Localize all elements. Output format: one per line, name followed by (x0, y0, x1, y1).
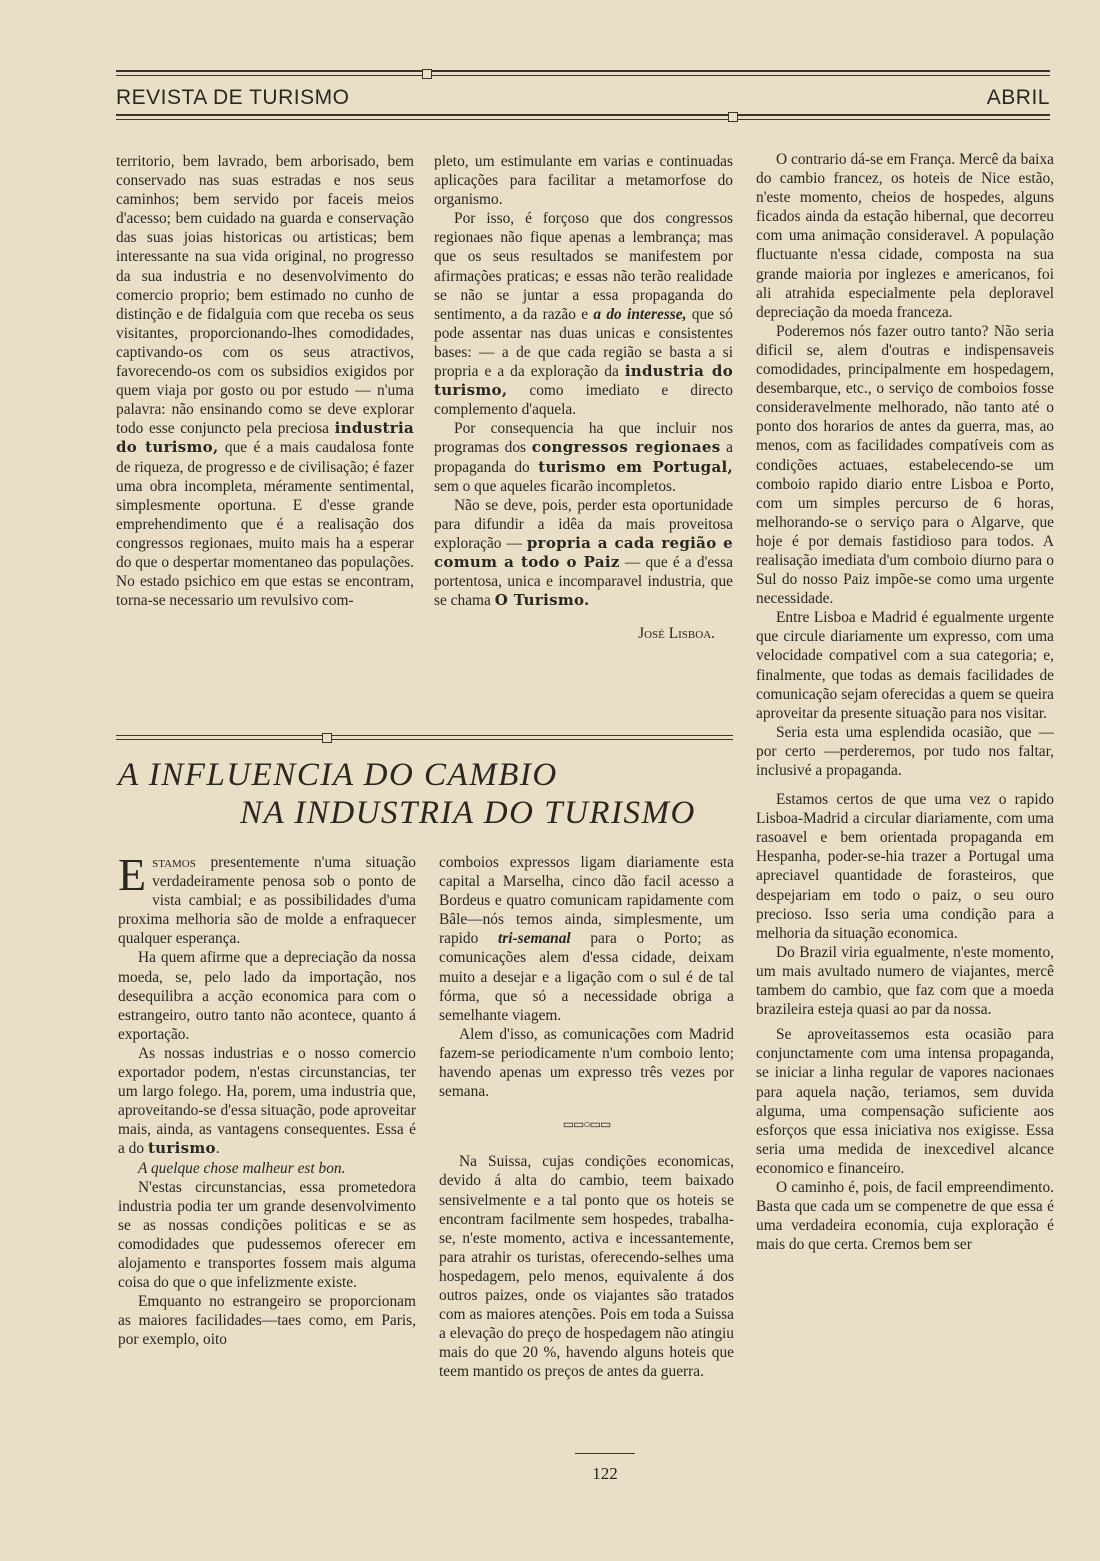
bold-phrase: turismo em Portugal, (538, 457, 733, 476)
article2-column3 (756, 150, 1054, 1254)
bold-phrase: O Turismo. (494, 591, 590, 610)
header-month: ABRIL (986, 86, 1050, 109)
paragraph: O caminho é, pois, de facil empreendimento. Basta que cada um se compenetre de que essa é uma verdadeira economia, cuja exploração é mais do que certa. Cremos bem ser (756, 1178, 1054, 1254)
italic-phrase: a do interesse, (593, 305, 687, 323)
paragraph: comboios expressos ligam diariamente esta capital a Marselha, cinco dão facil acesso a Bordeus e quatro comunicam rapidamente com Bâle—nós temos ainda, simplesmente, um rapido tri-semanal para o Porto; as comunicações alem d'essa cidade, deixam muito a desejar e a ligação com o sul é de tal fórma, que só a necessidade obriga a semelhante viagem. (439, 854, 734, 1024)
rule-ornament (728, 112, 738, 122)
top-double-rule (116, 70, 1050, 80)
running-header (116, 86, 1050, 116)
article1-column1 (116, 152, 414, 610)
paragraph: Poderemos nós fazer outro tanto? Não seria dificil se, alem d'outras e indispensaveis comodidades, principalmente em hospedagem, desembarque, etc., o serviço de comboios fosse consideravelmente melhorado, não tanto até o ponto dos horarios de antes da guerra, mas, ao menos, com as facilidades compatíveis com as condições actuaes, estabelecendo-se um comboio rapido diario entre Lisboa e Porto, com um simples percurso de 6 horas, melhorando-se o serviço para o Algarve, que hoje é por demais fastidioso para todos. A realisação imediata d'um comboio diurno para o Sul do nosso Paiz impõe-se como uma urgente necessidade. (756, 322, 1054, 608)
italic-phrase: tri-semanal (498, 930, 571, 948)
paragraph: Se aproveitassemos esta ocasião para conjunctamente com uma intensa propaganda, se iniciar a linha regular de vapores nacionaes para aquela nação, teriamos, sem duvida alguma, uma compensação suficiente aos esforços que essa iniciativa nos exigisse. Essa seria uma medida de inexcedivel alcance economico e financeiro. (756, 1026, 1054, 1177)
paragraph: As nossas industrias e o nosso comercio exportador podem, n'estas circunstancias, ter um largo folego. Ha, porem, uma industria que, aproveitando-se d'essa situação, pode aproveitar mais, ainda, as vantagens consequentes. Essa é a do turismo. (118, 1044, 416, 1158)
paragraph: Não se deve, pois, perder esta oportunidade para difundir a idêa da mais proveitosa exploração — propria a cada região e comum a todo o Paiz — que é a d'essa portentosa, unica e incomparavel industria, que se chama O Turismo. (434, 496, 733, 610)
page-number-rule (575, 1453, 635, 1454)
bold-phrase: propria a cada região e comum a todo o Paiz (434, 533, 733, 571)
article1-column2 (434, 152, 733, 643)
paragraph: O contrario dá-se em França. Mercê da baixa do cambio francez, os hoteis de Nice estão, n'este momento, cheios de hospedes, alguns ficados ainda da estação hibernal, que decorreu com uma animação consideravel. A população fluctuante n'essa cidade, composta na sua grande maioria por inglezes e americanos, foi ali atrahida especialmente pela deploravel depreciação da moeda franceza. (756, 151, 1054, 321)
paragraph: Estamos presentemente n'uma situação verdadeiramente penosa sob o ponto de vista cambial; e as possibilidades d'uma proxima melhoria são de molde a enfraquecer qualquer esperança. (118, 849, 416, 948)
bold-phrase: industria do turismo, (434, 362, 733, 400)
quote-line: A quelque chose malheur est bon. (138, 1159, 346, 1177)
bold-phrase: turismo (147, 1139, 216, 1158)
paragraph: territorio, bem lavrado, bem arborisado, bem conservado nas suas estradas e nos seus caminhos; bem servido por faceis meios d'acesso; bem cuidado na guarda e conservação das suas joias historicas ou artisticas; bem interessante na sua vida original, no progresso da sua industria e no desenvolvimento do comercio proprio; bem estimado no cunho de distinção e de fidalguia com que receba os seus visitantes, proporcionando-lhes comodidades, captivando-os com os seus atractivos, favorecendo-os com os subsidios exigidos por quem viaja por gosto ou por estudo — n'uma palavra: não ensinando como se deve explorar todo esse conjuncto pela preciosa industria do turismo, que é a mais caudalosa fonte de riqueza, de progresso e de civilisação; é fazer uma obra incompleta, méramente sentimental, simplesmente oportuna. E d'esse grande emprehendimento que é a realisação dos congressos regionaes, muito mais ha a esperar do que o despertar momentaneo das populações. No estado psichico em que estas se encontram, torna-se necessario um revulsivo com- (116, 153, 414, 610)
bold-phrase: industria do turismo, (116, 419, 414, 457)
paragraph: Na Suissa, cujas condições economicas, devido á alta do cambio, teem baixado sensivelmente e a tal ponto que os hoteis se encontram facilmente sem hospedes, trabalha-se, n'este momento, activa e incessantemente, para atrahir os turistas, oferecendo-selhes uma hospedagem, pelo menos, equivalente á dos outros paizes, onde os viajantes são tratados com as maiores atenções. Pois em toda a Suissa a elevação do preço de hospedagem não atingiu mais do que 20 %, havendo alguns hoteis que teem mantido os preços de antes da guerra. (439, 1153, 734, 1381)
paragraph: Por consequencia ha que incluir nos programas dos congressos regionaes a propaganda do turismo em Portugal, sem o que aqueles ficarão incompletos. (434, 420, 733, 495)
paragraph: Entre Lisboa e Madrid é egualmente urgente que circule diariamente um expresso, com uma velocidade compativel com a sua categoria; e, finalmente, que todas as demais facilidades de comunicação sejam oferecidas a quem se queira aproveitar da presente situação para nos visitar. (756, 609, 1054, 722)
rule-ornament (322, 733, 332, 743)
article-title-line2: NA INDUSTRIA DO TURISMO (240, 795, 696, 831)
paragraph: N'estas circunstancias, essa prometedora industria podia ter um grande desenvolvimento se as nossas condições politicas e se as comodidades que pudessemos oferecer em alojamento e transportes fossem mais alguma coisa do que o que infelizmente existe. (118, 1178, 416, 1292)
article-title-line1: A INFLUENCIA DO CAMBIO (118, 757, 558, 793)
header-double-rule (116, 114, 1050, 122)
paragraph: Ha quem afirme que a depreciação da nossa moeda, se, pelo lado da importação, nos desequilibra a acção economica para com o estrangeiro, outro tanto não acontece, quanto á exportação. (118, 949, 416, 1043)
paragraph: Seria esta uma esplendida ocasião, que — por certo —perderemos, por tudo nos faltar, inclusivé a propaganda. (756, 723, 1054, 779)
header-magazine-title: REVISTA DE TURISMO (116, 86, 350, 109)
paragraph: Por isso, é forçoso que dos congressos regionaes não fique apenas a lembrança; mas que os seus resultados se manifestem por afirmações praticas; e essas não terão realidade se não se juntar a essa propaganda do sentimento, a da razão e a do interesse, que só pode assentar nas duas unicas e consistentes bases: — a de que cada região se basta a si propria e a da exploração da industria do turismo, como imediato e directo complemento d'aquela. (434, 210, 733, 419)
paragraph: Alem d'isso, as comunicações com Madrid fazem-se periodicamente n'um comboio lento; havendo apenas um expresso três vezes por semana. (439, 1025, 734, 1101)
bold-phrase: congressos regionaes (531, 438, 721, 457)
author-signature: José Lisboa. (638, 625, 715, 643)
article2-column1 (118, 849, 416, 1349)
paragraph: Emquanto no estrangeiro se proporcionam as maiores facilidades—taes como, em Paris, por exemplo, oito (118, 1293, 416, 1349)
page-number: 122 (592, 1464, 618, 1483)
ornament-divider-icon: ▭▭○▭▭ (562, 1117, 611, 1132)
paragraph: Estamos certos de que uma vez o rapido Lisboa-Madrid a circular diariamente, com uma rasoavel e bem orientada propaganda em Hespanha, poder-se-hia trazer a Portugal uma apreciavel quantidade de forasteiros, que despejariam em todo o paiz, o seu ouro precioso. Isso seria uma condição para a melhoria da situação economica. (756, 791, 1054, 942)
paragraph: pleto, um estimulante em varias e continuadas aplicações para facilitar a metamorfose do organismo. (434, 153, 733, 209)
article2-column2 (439, 853, 734, 1381)
drop-cap: E (118, 849, 147, 900)
paragraph: Do Brazil viria egualmente, n'este momento, um mais avultado numero de viajantes, mercê tambem do cambio, que faz com que a moeda brazileira esteja quasi ao par da nossa. (756, 943, 1054, 1019)
section-divider (116, 735, 733, 743)
rule-ornament (422, 69, 432, 79)
